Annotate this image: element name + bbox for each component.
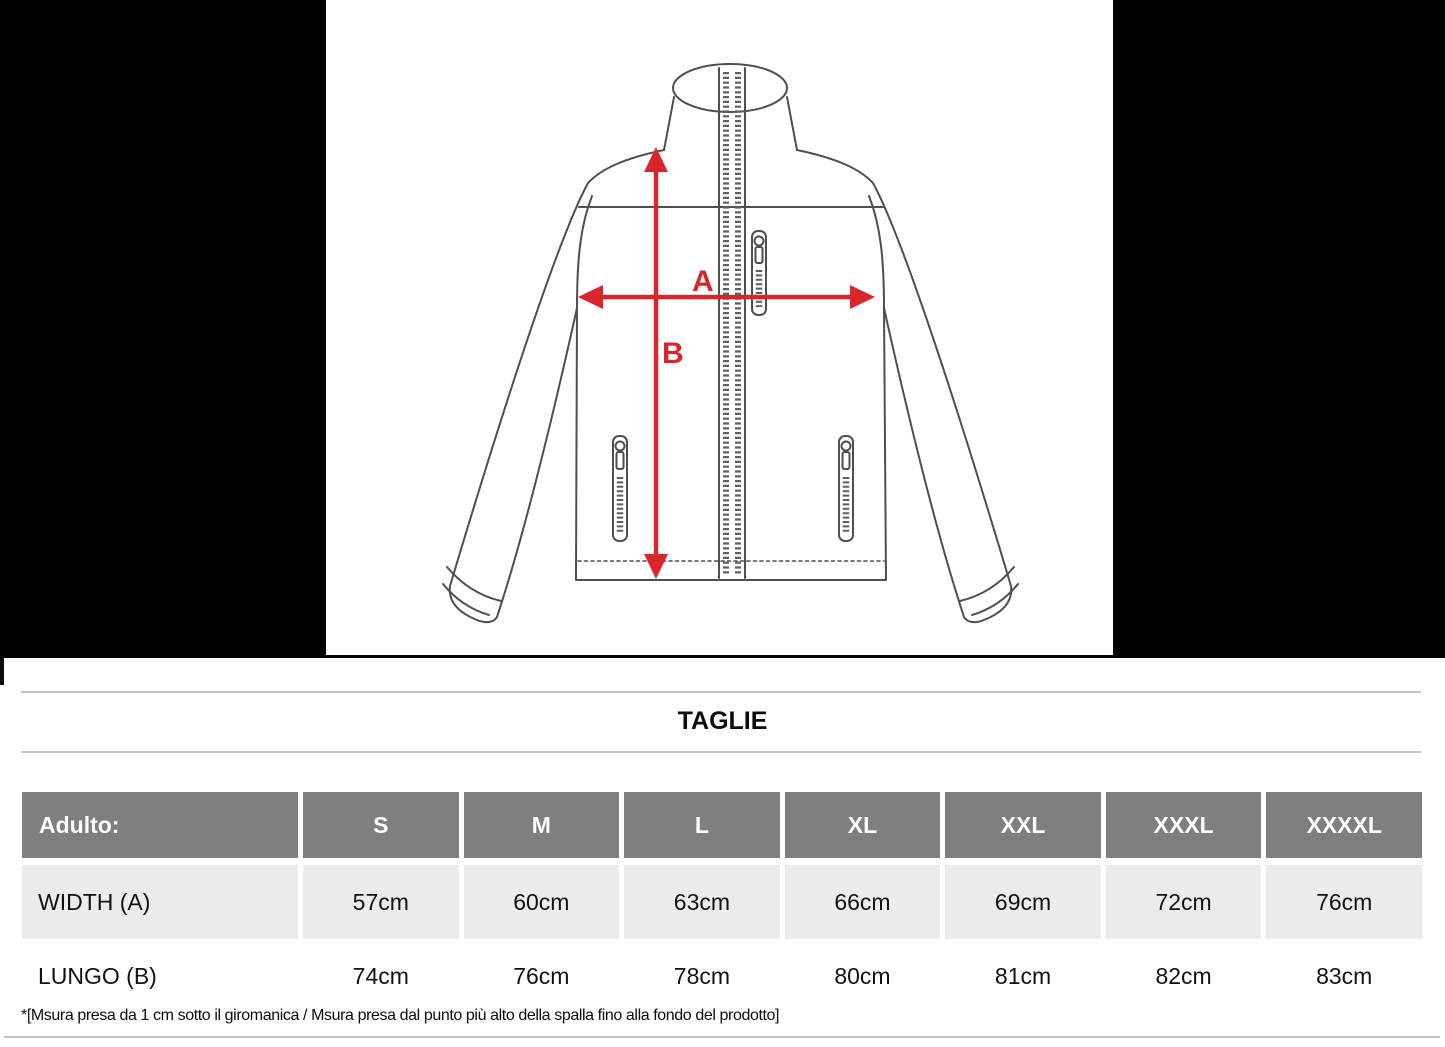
length-value-xxl: 81cm [945, 946, 1101, 1006]
collar [673, 64, 787, 112]
divider-mid [21, 751, 1421, 753]
right-pocket-pull-tab [843, 452, 850, 469]
measurement-labels [662, 265, 714, 370]
length-value-m: 76cm [464, 946, 620, 1006]
size-table-head [22, 792, 1422, 858]
size-table-header-row [22, 792, 1422, 858]
width-label-a: A [692, 265, 714, 298]
size-guide-title: TAGLIE [677, 707, 768, 735]
left-chest-edge [577, 196, 592, 308]
table-row-length [22, 946, 1422, 1006]
table-header-size-s: S [303, 792, 459, 858]
table-header-size-xl: XL [785, 792, 941, 858]
width-value-m: 60cm [464, 865, 620, 939]
size-table [17, 785, 1427, 1013]
row-label-length: LUNGO (B) [22, 946, 298, 1006]
length-value-xxxl: 82cm [1106, 946, 1262, 1006]
right-chest-edge [869, 196, 884, 308]
chest-pocket-pull-tab [756, 247, 763, 263]
table-row-width [22, 865, 1422, 939]
divider-bottom [4, 1036, 1440, 1038]
jacket-outline [443, 64, 1018, 622]
table-header-size-xxxxl: XXXXL [1266, 792, 1422, 858]
width-value-l: 63cm [624, 865, 780, 939]
table-header-size-m: M [464, 792, 620, 858]
right-sleeve [797, 150, 1011, 622]
measurement-footnote: *[Msura presa da 1 cm sotto il giromanica / Msura presa dal punto più alto della spalla fino alla fondo del prodotto] [21, 1007, 780, 1024]
size-table-body [22, 865, 1422, 1006]
length-value-l: 78cm [624, 946, 780, 1006]
size-diagram-panel [326, 0, 1113, 655]
width-value-xxl: 69cm [945, 865, 1101, 939]
length-value-xxxxl: 83cm [1266, 946, 1422, 1006]
collar-right-edge [787, 97, 797, 150]
length-value-s: 74cm [303, 946, 459, 1006]
right-pocket-pull-ring [842, 442, 851, 451]
width-value-xxxxl: 76cm [1266, 865, 1422, 939]
width-value-s: 57cm [303, 865, 459, 939]
left-edge-mark [0, 656, 4, 685]
left-sleeve [450, 150, 664, 622]
row-label-width: WIDTH (A) [22, 865, 298, 939]
width-arrow-right-head [850, 285, 875, 309]
width-value-xl: 66cm [785, 865, 941, 939]
zipper-teeth [726, 72, 738, 576]
table-header-size-l: L [624, 792, 780, 858]
table-header-size-xxxl: XXXL [1106, 792, 1262, 858]
width-value-xxxl: 72cm [1106, 865, 1262, 939]
length-arrow-bottom-head [644, 554, 668, 579]
collar-left-edge [664, 97, 674, 150]
chest-pocket-pull-ring [755, 237, 764, 246]
width-arrow-left-head [578, 285, 603, 309]
table-header-size-xxl: XXL [945, 792, 1101, 858]
left-pocket-pull-tab [617, 452, 624, 469]
length-value-xl: 80cm [785, 946, 941, 1006]
divider-top [21, 691, 1421, 693]
length-label-b: B [662, 337, 684, 370]
jacket-measurement-diagram [326, 0, 1113, 655]
left-pocket-pull-ring [616, 442, 625, 451]
table-header-adulto: Adulto: [22, 792, 298, 858]
